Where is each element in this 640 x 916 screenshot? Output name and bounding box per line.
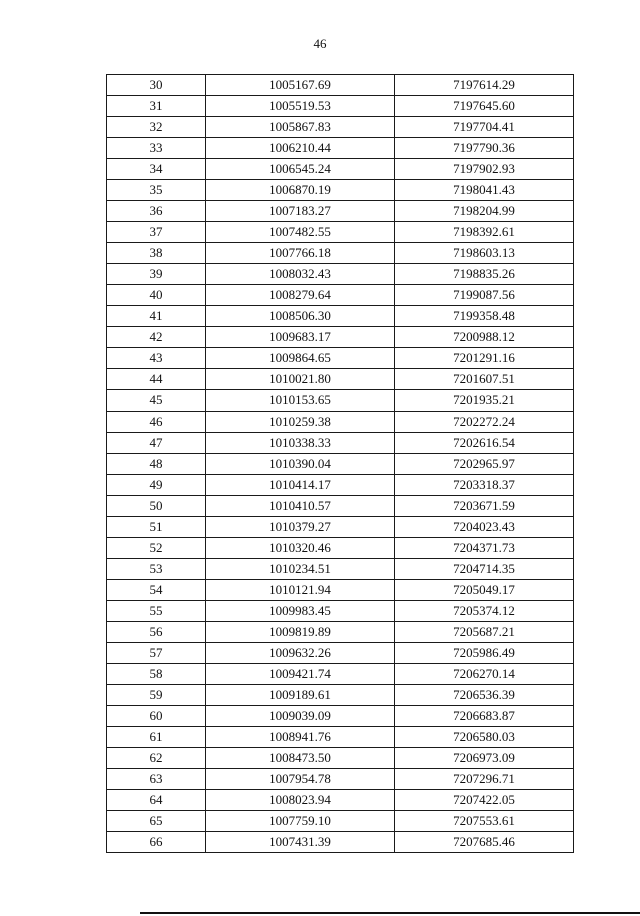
- table-row: [107, 264, 574, 285]
- point-number-cell: 39: [107, 264, 206, 285]
- x-coordinate-cell: 1007759.10: [206, 811, 395, 832]
- point-number-cell: 47: [107, 432, 206, 453]
- x-coordinate-cell: 1009983.45: [206, 600, 395, 621]
- x-coordinate-cell: 1006870.19: [206, 180, 395, 201]
- y-coordinate-cell: 7206580.03: [395, 726, 574, 747]
- table-row: [107, 453, 574, 474]
- point-number-cell: 41: [107, 306, 206, 327]
- y-coordinate-cell: 7197704.41: [395, 117, 574, 138]
- point-number-cell: 66: [107, 832, 206, 853]
- x-coordinate-cell: 1005167.69: [206, 75, 395, 96]
- point-number-cell: 65: [107, 811, 206, 832]
- y-coordinate-cell: 7198204.99: [395, 201, 574, 222]
- x-coordinate-cell: 1007954.78: [206, 769, 395, 790]
- table-row: [107, 516, 574, 537]
- table-row: [107, 117, 574, 138]
- y-coordinate-cell: 7198041.43: [395, 180, 574, 201]
- point-number-cell: 37: [107, 222, 206, 243]
- table-row: [107, 243, 574, 264]
- point-number-cell: 42: [107, 327, 206, 348]
- table-row: [107, 558, 574, 579]
- table-row: [107, 474, 574, 495]
- x-coordinate-cell: 1007482.55: [206, 222, 395, 243]
- table-row: [107, 411, 574, 432]
- x-coordinate-cell: 1009632.26: [206, 642, 395, 663]
- x-coordinate-cell: 1009864.65: [206, 348, 395, 369]
- table-row: [107, 748, 574, 769]
- point-number-cell: 52: [107, 537, 206, 558]
- y-coordinate-cell: 7205687.21: [395, 621, 574, 642]
- y-coordinate-cell: 7197790.36: [395, 138, 574, 159]
- point-number-cell: 49: [107, 474, 206, 495]
- y-coordinate-cell: 7206270.14: [395, 663, 574, 684]
- x-coordinate-cell: 1010259.38: [206, 411, 395, 432]
- y-coordinate-cell: 7205049.17: [395, 579, 574, 600]
- y-coordinate-cell: 7207685.46: [395, 832, 574, 853]
- table-row: [107, 537, 574, 558]
- x-coordinate-cell: 1007183.27: [206, 201, 395, 222]
- x-coordinate-cell: 1008279.64: [206, 285, 395, 306]
- point-number-cell: 56: [107, 621, 206, 642]
- y-coordinate-cell: 7202272.24: [395, 411, 574, 432]
- coordinates-table: [106, 74, 574, 853]
- y-coordinate-cell: 7202616.54: [395, 432, 574, 453]
- y-coordinate-cell: 7206973.09: [395, 748, 574, 769]
- y-coordinate-cell: 7199087.56: [395, 285, 574, 306]
- x-coordinate-cell: 1009683.17: [206, 327, 395, 348]
- table-row: [107, 790, 574, 811]
- table-row: [107, 600, 574, 621]
- point-number-cell: 50: [107, 495, 206, 516]
- point-number-cell: 51: [107, 516, 206, 537]
- y-coordinate-cell: 7202965.97: [395, 453, 574, 474]
- x-coordinate-cell: 1010234.51: [206, 558, 395, 579]
- x-coordinate-cell: 1008506.30: [206, 306, 395, 327]
- point-number-cell: 40: [107, 285, 206, 306]
- point-number-cell: 61: [107, 726, 206, 747]
- point-number-cell: 31: [107, 96, 206, 117]
- y-coordinate-cell: 7205374.12: [395, 600, 574, 621]
- x-coordinate-cell: 1010153.65: [206, 390, 395, 411]
- point-number-cell: 33: [107, 138, 206, 159]
- y-coordinate-cell: 7207553.61: [395, 811, 574, 832]
- x-coordinate-cell: 1007766.18: [206, 243, 395, 264]
- table-row: [107, 495, 574, 516]
- table-row: [107, 285, 574, 306]
- y-coordinate-cell: 7199358.48: [395, 306, 574, 327]
- table-row: [107, 180, 574, 201]
- table-row: [107, 201, 574, 222]
- point-number-cell: 55: [107, 600, 206, 621]
- y-coordinate-cell: 7207296.71: [395, 769, 574, 790]
- point-number-cell: 43: [107, 348, 206, 369]
- x-coordinate-cell: 1009421.74: [206, 663, 395, 684]
- y-coordinate-cell: 7198603.13: [395, 243, 574, 264]
- x-coordinate-cell: 1009189.61: [206, 684, 395, 705]
- y-coordinate-cell: 7204371.73: [395, 537, 574, 558]
- x-coordinate-cell: 1010338.33: [206, 432, 395, 453]
- table-row: [107, 222, 574, 243]
- y-coordinate-cell: 7207422.05: [395, 790, 574, 811]
- point-number-cell: 38: [107, 243, 206, 264]
- point-number-cell: 34: [107, 159, 206, 180]
- y-coordinate-cell: 7201291.16: [395, 348, 574, 369]
- point-number-cell: 48: [107, 453, 206, 474]
- point-number-cell: 60: [107, 705, 206, 726]
- table-row: [107, 306, 574, 327]
- x-coordinate-cell: 1005519.53: [206, 96, 395, 117]
- point-number-cell: 57: [107, 642, 206, 663]
- x-coordinate-cell: 1010121.94: [206, 579, 395, 600]
- x-coordinate-cell: 1010320.46: [206, 537, 395, 558]
- y-coordinate-cell: 7201935.21: [395, 390, 574, 411]
- point-number-cell: 32: [107, 117, 206, 138]
- table-row: [107, 369, 574, 390]
- point-number-cell: 36: [107, 201, 206, 222]
- table-row: [107, 348, 574, 369]
- y-coordinate-cell: 7197902.93: [395, 159, 574, 180]
- x-coordinate-cell: 1008941.76: [206, 726, 395, 747]
- x-coordinate-cell: 1006210.44: [206, 138, 395, 159]
- bottom-rule: [140, 912, 640, 914]
- x-coordinate-cell: 1006545.24: [206, 159, 395, 180]
- y-coordinate-cell: 7204714.35: [395, 558, 574, 579]
- x-coordinate-cell: 1007431.39: [206, 832, 395, 853]
- table-row: [107, 726, 574, 747]
- x-coordinate-cell: 1010021.80: [206, 369, 395, 390]
- point-number-cell: 44: [107, 369, 206, 390]
- point-number-cell: 53: [107, 558, 206, 579]
- x-coordinate-cell: 1009039.09: [206, 705, 395, 726]
- table-row: [107, 432, 574, 453]
- y-coordinate-cell: 7198392.61: [395, 222, 574, 243]
- point-number-cell: 46: [107, 411, 206, 432]
- y-coordinate-cell: 7198835.26: [395, 264, 574, 285]
- table-row: [107, 138, 574, 159]
- table-row: [107, 811, 574, 832]
- y-coordinate-cell: 7197614.29: [395, 75, 574, 96]
- table-row: [107, 621, 574, 642]
- table-row: [107, 642, 574, 663]
- x-coordinate-cell: 1010410.57: [206, 495, 395, 516]
- point-number-cell: 54: [107, 579, 206, 600]
- y-coordinate-cell: 7206683.87: [395, 705, 574, 726]
- point-number-cell: 30: [107, 75, 206, 96]
- y-coordinate-cell: 7200988.12: [395, 327, 574, 348]
- point-number-cell: 45: [107, 390, 206, 411]
- x-coordinate-cell: 1008032.43: [206, 264, 395, 285]
- x-coordinate-cell: 1010390.04: [206, 453, 395, 474]
- table-row: [107, 390, 574, 411]
- table-row: [107, 769, 574, 790]
- point-number-cell: 35: [107, 180, 206, 201]
- table-row: [107, 327, 574, 348]
- table-row: [107, 832, 574, 853]
- y-coordinate-cell: 7204023.43: [395, 516, 574, 537]
- table-row: [107, 159, 574, 180]
- table-row: [107, 663, 574, 684]
- y-coordinate-cell: 7201607.51: [395, 369, 574, 390]
- x-coordinate-cell: 1008023.94: [206, 790, 395, 811]
- table-row: [107, 75, 574, 96]
- y-coordinate-cell: 7206536.39: [395, 684, 574, 705]
- x-coordinate-cell: 1010379.27: [206, 516, 395, 537]
- y-coordinate-cell: 7205986.49: [395, 642, 574, 663]
- table-row: [107, 705, 574, 726]
- table-row: [107, 579, 574, 600]
- point-number-cell: 63: [107, 769, 206, 790]
- point-number-cell: 62: [107, 748, 206, 769]
- table-row: [107, 96, 574, 117]
- x-coordinate-cell: 1008473.50: [206, 748, 395, 769]
- x-coordinate-cell: 1009819.89: [206, 621, 395, 642]
- y-coordinate-cell: 7203671.59: [395, 495, 574, 516]
- coordinates-table-body: [107, 75, 574, 853]
- page-number: 46: [313, 36, 327, 51]
- point-number-cell: 64: [107, 790, 206, 811]
- x-coordinate-cell: 1010414.17: [206, 474, 395, 495]
- table-row: [107, 684, 574, 705]
- point-number-cell: 59: [107, 684, 206, 705]
- y-coordinate-cell: 7203318.37: [395, 474, 574, 495]
- point-number-cell: 58: [107, 663, 206, 684]
- x-coordinate-cell: 1005867.83: [206, 117, 395, 138]
- y-coordinate-cell: 7197645.60: [395, 96, 574, 117]
